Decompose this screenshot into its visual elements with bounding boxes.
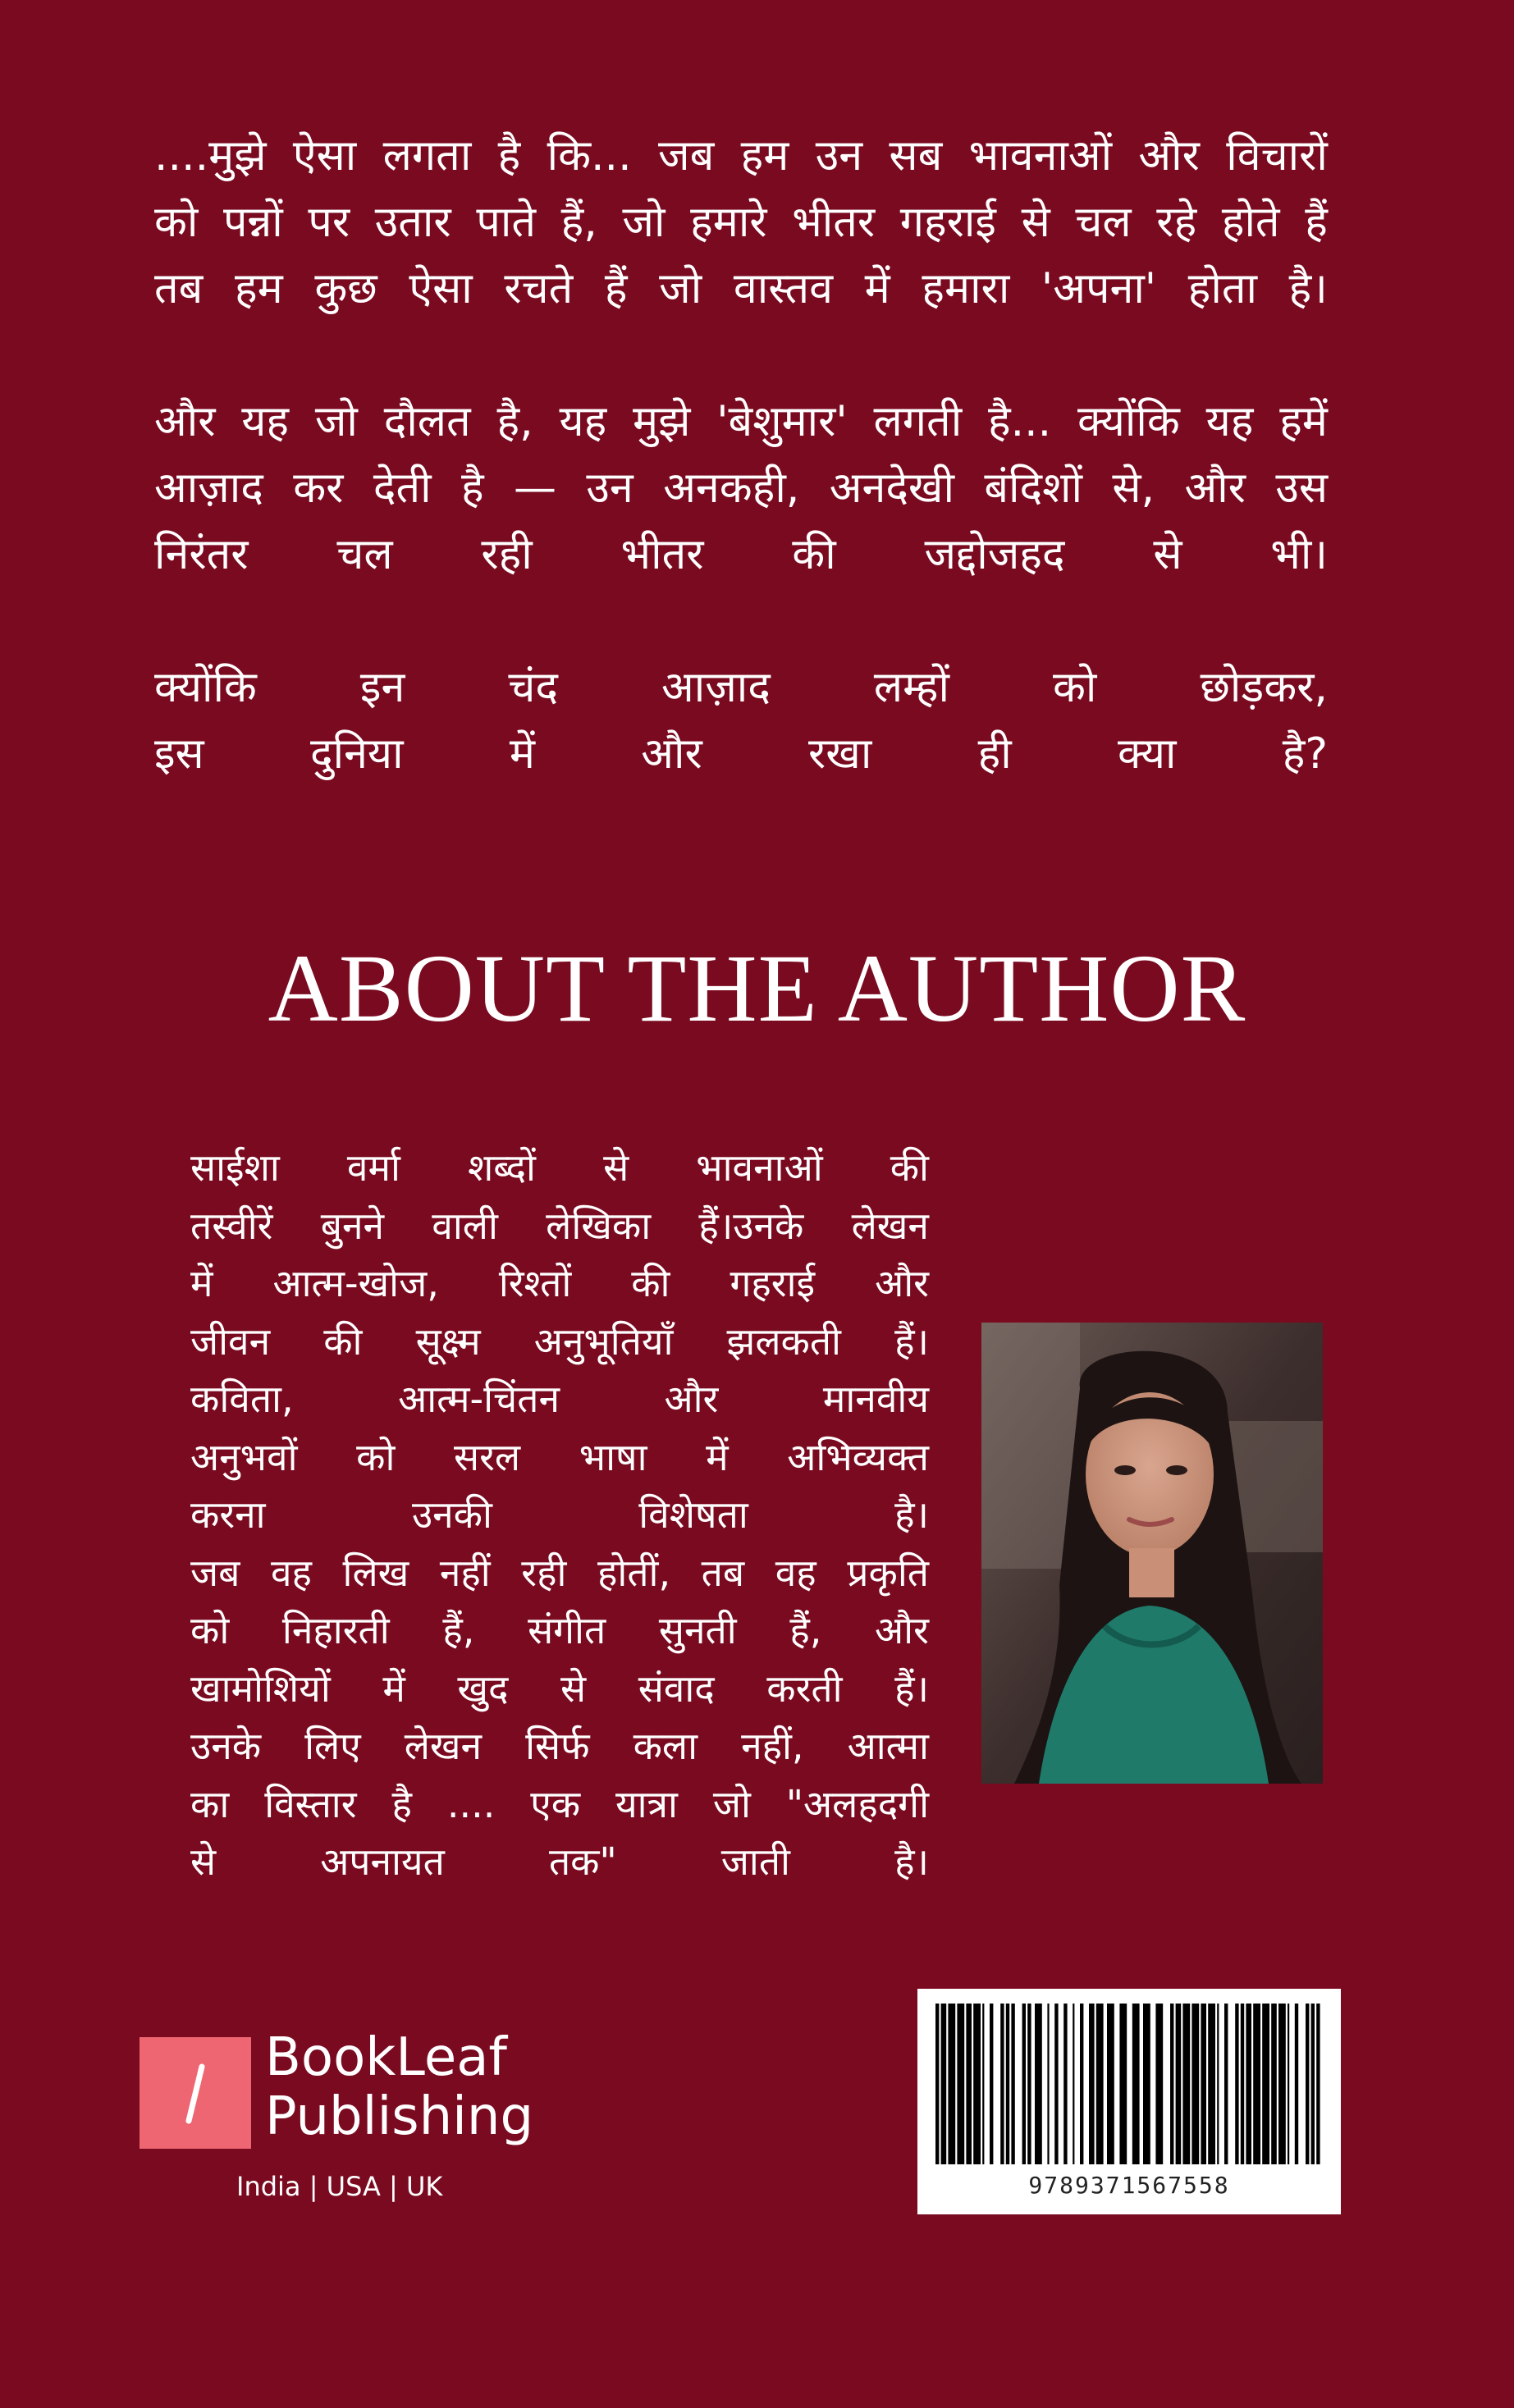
barcode-bar	[1155, 2004, 1163, 2164]
bio-word: ....	[446, 1781, 496, 1826]
barcode-bar	[1295, 2004, 1298, 2164]
blurb-word: है	[497, 131, 521, 180]
bio-word: को	[190, 1608, 230, 1652]
barcode-bar	[982, 2004, 984, 2164]
blurb-word: हमारे	[690, 198, 767, 247]
blurb-word: अनदेखी	[829, 464, 954, 513]
blurb-word: होता	[1187, 264, 1257, 313]
bio-word: संगीत	[528, 1608, 606, 1652]
blurb-word: कुछ	[314, 264, 377, 313]
bio-word: रही	[521, 1550, 567, 1595]
bio-word: एक	[530, 1781, 581, 1826]
bio-word: में	[190, 1261, 213, 1305]
blurb-word: होते	[1221, 198, 1280, 247]
barcode-bar	[1176, 2004, 1182, 2164]
bio-word: सूक्ष्म	[415, 1318, 481, 1364]
bio-word: का	[190, 1781, 230, 1826]
barcode-bar	[1132, 2004, 1140, 2164]
blurb-word: यह	[1205, 397, 1254, 446]
barcode-bar	[1089, 2004, 1095, 2164]
bio-word: प्रकृति	[847, 1550, 929, 1595]
blurb-word: रखा	[808, 729, 872, 779]
bio-word: और	[875, 1261, 929, 1305]
bio-word: यात्रा	[615, 1781, 678, 1826]
bio-line	[190, 1313, 929, 1371]
blurb-word: हमारा	[922, 264, 1010, 313]
bio-word: वह	[270, 1550, 312, 1595]
bio-word: अभिव्यक्त	[787, 1434, 929, 1479]
barcode-bar	[1022, 2004, 1026, 2164]
barcode-bar	[1096, 2004, 1104, 2164]
blurb-line	[154, 190, 1328, 256]
barcode-bar	[1208, 2004, 1215, 2164]
bio-line	[190, 1717, 929, 1775]
blurb-word: ....मुझे	[154, 131, 267, 180]
blurb-word: से,	[1112, 464, 1155, 513]
barcode-bar	[1000, 2004, 1004, 2164]
blurb-word: चंद	[508, 663, 558, 712]
barcode-bar	[1063, 2004, 1067, 2164]
blurb-word: है...	[987, 397, 1052, 446]
barcode-bar	[1217, 2004, 1219, 2164]
barcode-bar	[1035, 2004, 1042, 2164]
barcode-bar	[941, 2004, 947, 2164]
barcode-bar	[1311, 2004, 1315, 2164]
barcode-bar	[1192, 2004, 1199, 2164]
blurb-word: आज़ाद	[661, 663, 771, 712]
blurb-word: जद्दोजहद	[924, 530, 1065, 579]
blurb-word: हैं	[1305, 198, 1328, 247]
barcode-bar	[1182, 2004, 1190, 2164]
blurb-word: क्योंकि	[1077, 397, 1180, 446]
blurb-word: ही	[977, 729, 1012, 779]
blurb-word: दौलत	[383, 397, 471, 446]
publisher-regions: India | USA | UK	[236, 2171, 443, 2202]
publisher-name	[265, 2028, 533, 2146]
bio-word: है।	[894, 1492, 929, 1537]
publisher-logo	[140, 2037, 251, 2149]
blurb-word: यह	[241, 397, 290, 446]
blurb-word: इन	[359, 663, 405, 712]
bio-word: लिख	[342, 1550, 409, 1595]
back-cover-blurb	[154, 123, 1328, 788]
barcode-bar	[948, 2004, 955, 2164]
blurb-word: सब	[889, 131, 943, 180]
blurb-word: हैं	[604, 264, 628, 313]
bio-word: को	[356, 1434, 396, 1479]
bio-word: तक"	[548, 1839, 617, 1884]
bio-word: जीवन	[190, 1318, 271, 1364]
bio-word: आत्म-चिंतन	[398, 1377, 560, 1421]
blurb-word: ऐसा	[409, 264, 473, 313]
bio-word: आत्म-खोज,	[272, 1261, 439, 1305]
bio-word: तब	[701, 1550, 745, 1595]
barcode-bar	[1073, 2004, 1074, 2164]
blurb-word: पन्नों	[223, 198, 283, 247]
blurb-word: लगती	[873, 397, 963, 446]
bio-word: है।	[894, 1839, 929, 1884]
bio-word: तस्वीरें	[190, 1203, 273, 1248]
blurb-word: उन	[586, 464, 634, 513]
bio-word: हैं।	[894, 1665, 929, 1711]
bio-word: आत्मा	[847, 1724, 929, 1768]
bio-word: की	[323, 1318, 363, 1364]
blurb-word: 'बेशुमार'	[716, 397, 848, 446]
publisher-name-line2: Publishing	[265, 2086, 534, 2147]
barcode-bar	[1201, 2004, 1206, 2164]
bio-word: कविता,	[190, 1377, 294, 1421]
barcode-bar	[1246, 2004, 1251, 2164]
about-the-author-heading: ABOUT THE AUTHOR	[268, 934, 1246, 1042]
blurb-line	[154, 721, 1328, 788]
blurb-word: जो	[314, 397, 358, 446]
blurb-word: पर	[308, 198, 350, 247]
blurb-word: आज़ाद	[154, 464, 263, 513]
bio-word: जाती	[720, 1839, 790, 1884]
bio-word: वह	[775, 1550, 816, 1595]
blurb-word: है,	[496, 397, 533, 446]
bio-word: की	[631, 1261, 670, 1305]
barcode-bar	[1170, 2004, 1173, 2164]
blurb-word: पाते	[476, 198, 536, 247]
barcode-bar	[1278, 2004, 1286, 2164]
barcode-bar	[990, 2004, 993, 2164]
bio-word: कला	[633, 1724, 698, 1768]
barcode-bar	[1107, 2004, 1114, 2164]
isbn-number: 9789371567558	[1028, 2172, 1230, 2199]
barcode-bar	[957, 2004, 964, 2164]
bio-word: करती	[766, 1665, 843, 1711]
blurb-word: चल	[1075, 198, 1132, 247]
barcode-bar	[1224, 2004, 1228, 2164]
bio-line	[190, 1833, 929, 1891]
blurb-word: इस	[154, 729, 204, 779]
blurb-word: क्योंकि	[154, 663, 257, 712]
bio-word: हैं।	[894, 1318, 929, 1364]
bio-word: विशेषता	[638, 1492, 748, 1537]
blurb-word: —	[514, 464, 557, 513]
blurb-word: हैं,	[560, 198, 597, 247]
blurb-word: जो	[622, 198, 666, 247]
bio-word: मानवीय	[822, 1377, 929, 1421]
barcode	[917, 1989, 1341, 2214]
blurb-word: रही	[481, 530, 533, 579]
blurb-word: हमें	[1279, 397, 1328, 446]
blurb-word: छोड़कर,	[1200, 663, 1328, 712]
blurb-word: क्या	[1118, 729, 1177, 779]
blurb-word: से	[1153, 530, 1182, 579]
bio-word: सुनती	[658, 1608, 737, 1652]
bio-line	[190, 1197, 929, 1255]
blurb-word: जो	[659, 264, 702, 313]
bio-word: सरल	[454, 1434, 521, 1479]
barcode-bar	[1241, 2004, 1244, 2164]
barcode-bar	[1011, 2004, 1014, 2164]
bio-word: में	[382, 1665, 405, 1711]
blurb-word: वास्तव	[733, 264, 834, 313]
blurb-word: देती	[373, 464, 432, 513]
bio-word: संवाद	[638, 1665, 715, 1711]
bio-word: लेखन	[404, 1724, 483, 1768]
bio-word: होतीं,	[597, 1550, 671, 1595]
bio-word: विस्तार	[264, 1781, 357, 1826]
bio-word: में	[706, 1434, 729, 1479]
blurb-word: तब	[154, 264, 204, 313]
blurb-word: है?	[1282, 729, 1328, 779]
bio-word: गहराई	[730, 1261, 816, 1305]
blurb-word: भीतर	[620, 530, 704, 579]
blurb-word: रचते	[504, 264, 574, 313]
bio-word: जब	[190, 1550, 240, 1595]
blurb-word: हम	[234, 264, 283, 313]
bio-word: लिए	[304, 1724, 361, 1768]
blurb-word: और	[154, 397, 216, 446]
bio-word: खामोशियों	[190, 1665, 331, 1711]
bio-word: हैं।उनके	[698, 1203, 804, 1248]
blurb-word: अनकही,	[663, 464, 800, 513]
bio-word: और	[875, 1608, 929, 1652]
blurb-word: उस	[1275, 464, 1328, 513]
bio-line	[190, 1139, 929, 1197]
barcode-bar	[1271, 2004, 1277, 2164]
blurb-line	[154, 522, 1328, 588]
blurb-line	[154, 256, 1328, 322]
barcode-bar	[1288, 2004, 1289, 2164]
bio-word: अनुभूतियाँ	[533, 1318, 674, 1364]
barcode-bar	[1080, 2004, 1083, 2164]
bio-word: उनकी	[411, 1492, 492, 1537]
blurb-word: कर	[293, 464, 344, 513]
blurb-word: और	[1138, 131, 1200, 180]
bio-word: हैं,	[789, 1608, 822, 1652]
blurb-word: और	[641, 729, 702, 779]
bio-line	[190, 1486, 929, 1544]
blurb-word: मुझे	[633, 397, 691, 446]
author-bio	[190, 1139, 929, 1891]
blurb-word: भीतर	[792, 198, 876, 247]
bio-word: उनके	[190, 1724, 262, 1768]
bio-word: भावनाओं	[696, 1145, 823, 1190]
blurb-word: लम्हों	[873, 663, 949, 712]
bio-word: लेखन	[851, 1203, 929, 1248]
barcode-bar	[1253, 2004, 1260, 2164]
bio-word: से	[603, 1145, 629, 1190]
blurb-word: हम	[740, 131, 789, 180]
blurb-word: चल	[336, 530, 393, 579]
blurb-word: जब	[657, 131, 715, 180]
blurb-word: ऐसा	[292, 131, 357, 180]
bio-word: हैं,	[442, 1608, 475, 1652]
barcode-bar	[1006, 2004, 1009, 2164]
slash-logo-icon	[140, 2037, 251, 2149]
barcode-bar	[1316, 2004, 1320, 2164]
blurb-word: को	[1053, 663, 1097, 712]
blurb-word: विचारों	[1226, 131, 1328, 180]
bio-word: झलकती	[726, 1318, 841, 1364]
blurb-word: में	[509, 729, 535, 779]
bio-word: निहारती	[281, 1608, 390, 1652]
blurb-line	[154, 455, 1328, 522]
barcode-bar	[966, 2004, 972, 2164]
bio-word: की	[890, 1145, 929, 1190]
barcode-bar	[1027, 2004, 1031, 2164]
blurb-word: लगता	[382, 131, 472, 180]
blurb-line	[154, 655, 1328, 721]
bio-word: वाली	[432, 1203, 498, 1248]
bio-word: शब्दों	[468, 1145, 536, 1190]
blurb-word: बंदिशों	[984, 464, 1082, 513]
barcode-bar	[1306, 2004, 1309, 2164]
bio-word: है	[391, 1781, 412, 1826]
bio-word: साईशा	[190, 1145, 280, 1190]
bio-word: बुनने	[320, 1203, 385, 1248]
blurb-word: की	[792, 530, 836, 579]
bio-word: जो	[712, 1781, 751, 1826]
blurb-line	[154, 389, 1328, 455]
barcode-bar	[1054, 2004, 1058, 2164]
bio-line	[190, 1602, 929, 1660]
bio-word: से	[190, 1839, 217, 1884]
blurb-word: से	[1021, 198, 1050, 247]
bio-line	[190, 1660, 929, 1718]
bio-line	[190, 1775, 929, 1834]
blurb-word: उतार	[374, 198, 451, 247]
bio-word: खुद	[457, 1665, 509, 1711]
bio-line	[190, 1370, 929, 1428]
bio-line	[190, 1254, 929, 1313]
blurb-word: दुनिया	[309, 729, 404, 779]
barcode-bars-icon	[917, 1989, 1341, 2171]
barcode-bar	[1235, 2004, 1238, 2164]
bio-word: भाषा	[579, 1434, 647, 1479]
bio-word: और	[664, 1377, 719, 1421]
blurb-word: भावनाओं	[968, 131, 1113, 180]
author-photo	[981, 1323, 1323, 1784]
blurb-word: है	[460, 464, 484, 513]
bio-word: रिश्तों	[498, 1261, 572, 1305]
blurb-word: है।	[1288, 264, 1328, 313]
blurb-word: गहराई	[899, 198, 996, 247]
blurb-word: रहे	[1156, 198, 1197, 247]
bio-line	[190, 1428, 929, 1487]
paragraph-gap	[154, 322, 1328, 389]
barcode-bar	[1119, 2004, 1127, 2164]
bio-line	[190, 1544, 929, 1602]
blurb-word: में	[864, 264, 890, 313]
blurb-word: भी।	[1270, 530, 1328, 579]
barcode-bar	[973, 2004, 981, 2164]
bio-word: सिर्फ	[525, 1724, 590, 1768]
blurb-word: निरंतर	[154, 530, 249, 579]
publisher-name-line1: BookLeaf	[265, 2027, 507, 2088]
bio-word: अपनायत	[320, 1839, 445, 1884]
barcode-bar	[1143, 2004, 1150, 2164]
blurb-word: 'अपना'	[1041, 264, 1157, 313]
blurb-word: उन	[815, 131, 863, 180]
blurb-line	[154, 123, 1328, 190]
bio-word: नहीं,	[741, 1724, 804, 1768]
blurb-word: कि...	[547, 131, 632, 180]
blurb-word: यह	[559, 397, 607, 446]
bio-word: "अलहदगी	[785, 1781, 929, 1826]
bio-word: लेखिका	[546, 1203, 652, 1248]
paragraph-gap	[154, 588, 1328, 655]
bio-word: से	[560, 1665, 587, 1711]
barcode-bar	[1047, 2004, 1049, 2164]
bio-word: नहीं	[439, 1550, 491, 1595]
bio-word: अनुभवों	[190, 1434, 298, 1479]
author-portrait-icon	[981, 1323, 1323, 1784]
bio-word: करना	[190, 1492, 266, 1537]
blurb-word: को	[154, 198, 199, 247]
blurb-word: और	[1184, 464, 1246, 513]
bio-word: वर्मा	[346, 1145, 400, 1190]
barcode-bar	[1262, 2004, 1269, 2164]
barcode-bar	[935, 2004, 939, 2164]
